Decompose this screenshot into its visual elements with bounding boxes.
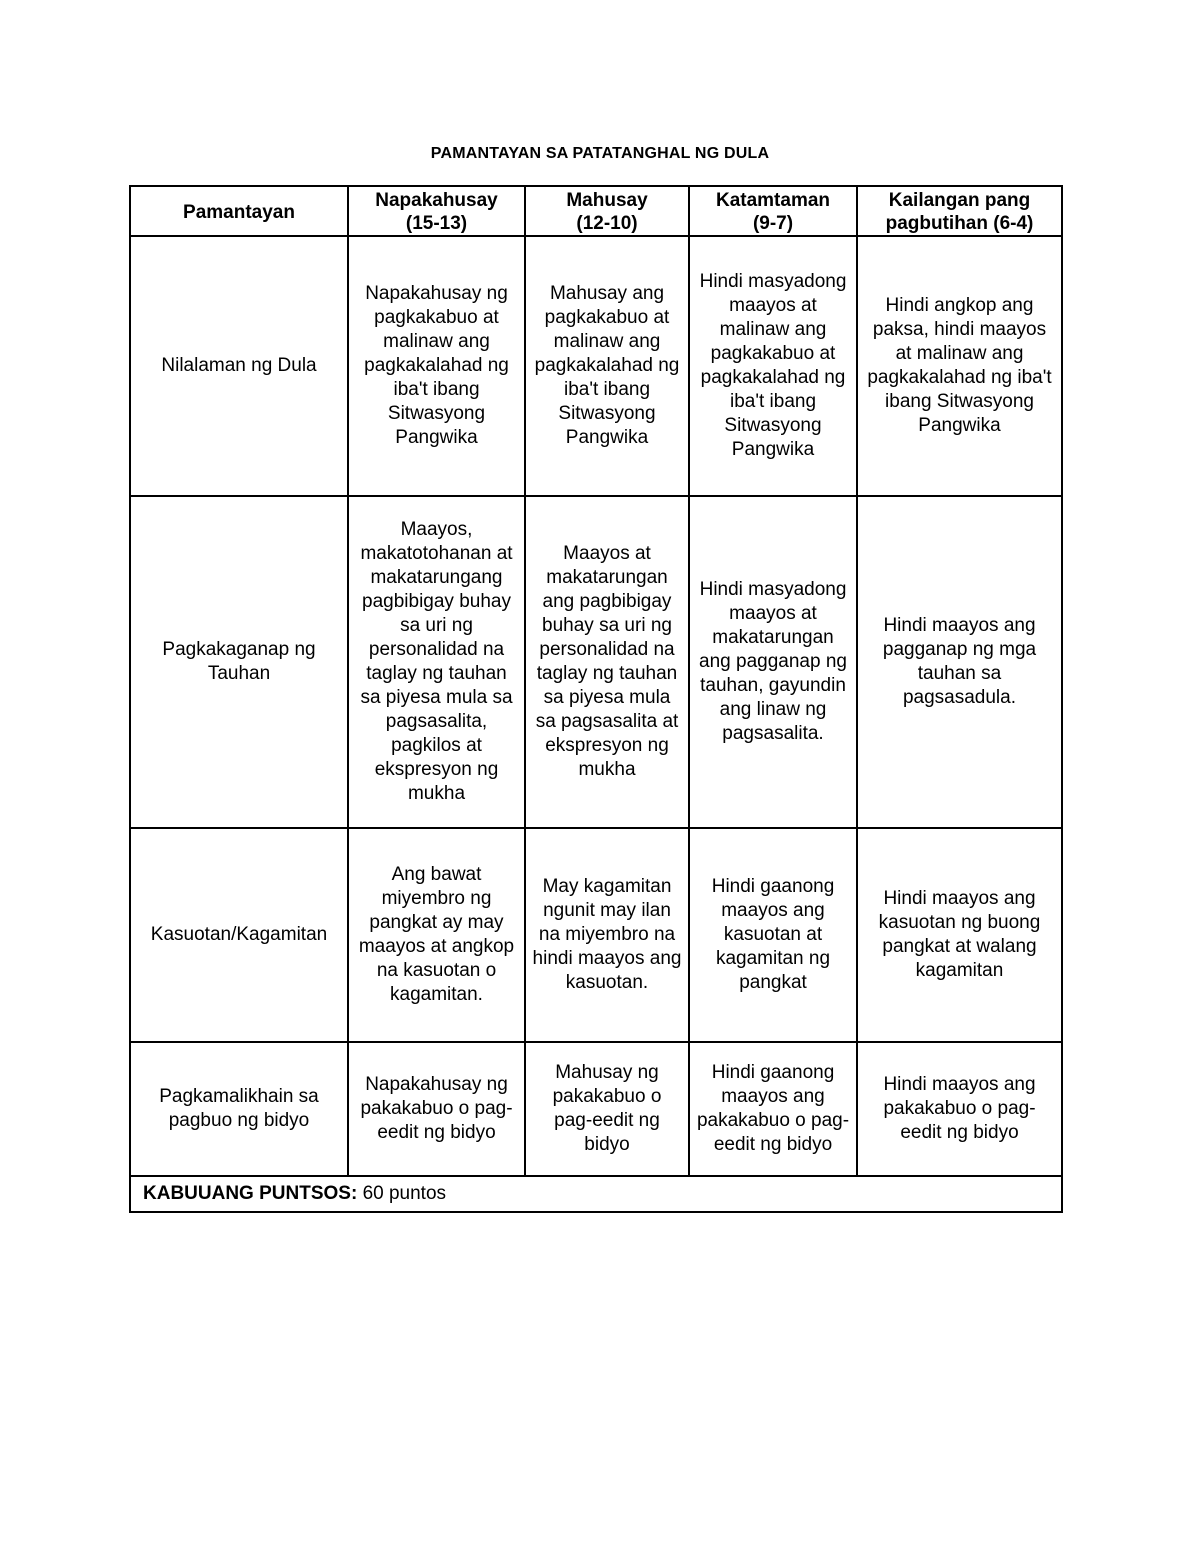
total-cell (130, 1176, 1062, 1212)
level-1-cell: Maayos, makatotohanan at makatarungang pagbibigay buhay sa uri ng personalidad na taglay ng tauhan sa piyesa mula sa pagsasalita, pagkilos at ekspresyon ng mukha (348, 496, 525, 828)
level-3-cell: Hindi gaanong maayos ang pakakabuo o pag-eedit ng bidyo (689, 1042, 857, 1176)
level-4-cell: Hindi maayos ang pagganap ng mga tauhan sa pagsasadula. (857, 496, 1062, 828)
header-level-1 (348, 186, 525, 236)
header-level-1-name: Napakahusay (375, 190, 498, 211)
header-level-3-name: Katamtaman (715, 190, 831, 211)
header-level-4 (857, 186, 1062, 236)
table-row (130, 1042, 1062, 1176)
level-1-cell: Napakahusay ng pakakabuo o pag-eedit ng bidyo (348, 1042, 525, 1176)
criterion-cell: Nilalaman ng Dula (130, 236, 348, 496)
header-level-3-range: (9-7) (752, 213, 794, 234)
rubric-table (129, 185, 1063, 1213)
header-level-2 (525, 186, 689, 236)
level-1-cell: Ang bawat miyembro ng pangkat ay may maayos at angkop na kasuotan o kagamitan. (348, 828, 525, 1042)
table-header-row (130, 186, 1062, 236)
level-4-cell: Hindi angkop ang paksa, hindi maayos at malinaw ang pagkakalahad ng iba't ibang Sitwasyong Pangwika (857, 236, 1062, 496)
level-4-cell: Hindi maayos ang kasuotan ng buong pangkat at walang kagamitan (857, 828, 1062, 1042)
header-level-2-name: Mahusay (566, 190, 648, 211)
level-2-cell: Mahusay ang pagkakabuo at malinaw ang pagkakalahad ng iba't ibang Sitwasyong Pangwika (525, 236, 689, 496)
criterion-cell: Kasuotan/Kagamitan (130, 828, 348, 1042)
table-row (130, 828, 1062, 1042)
header-level-1-range: (15-13) (405, 213, 468, 234)
criterion-cell: Pagkakaganap ng Tauhan (130, 496, 348, 828)
criterion-cell: Pagkamalikhain sa pagbuo ng bidyo (130, 1042, 348, 1176)
header-level-2-range: (12-10) (576, 213, 638, 234)
level-2-cell: Maayos at makatarungan ang pagbibigay buhay sa uri ng personalidad na taglay ng tauhan sa piyesa mula sa pagsasalita at ekspresyon ng mukha (525, 496, 689, 828)
table-row (130, 496, 1062, 828)
total-value: 60 puntos (362, 1183, 447, 1204)
header-level-4-name: Kailangan pang (888, 190, 1031, 211)
header-level-3 (689, 186, 857, 236)
table-row (130, 236, 1062, 496)
level-1-cell: Napakahusay ng pagkakabuo at malinaw ang pagkakalahad ng iba't ibang Sitwasyong Pangwika (348, 236, 525, 496)
level-2-cell: Mahusay ng pakakabuo o pag-eedit ng bidyo (525, 1042, 689, 1176)
header-level-4-range: pagbutihan (6-4) (885, 213, 1034, 234)
header-criteria-label: Pamantayan (183, 201, 295, 223)
header-criteria (130, 186, 348, 236)
total-label: KABUUANG PUNTSOS: (143, 1183, 358, 1204)
document-title: PAMANTAYAN SA PATATANGHAL NG DULA (430, 145, 770, 162)
total-row (130, 1176, 1062, 1212)
level-4-cell: Hindi maayos ang pakakabuo o pag-eedit ng bidyo (857, 1042, 1062, 1176)
level-3-cell: Hindi masyadong maayos at malinaw ang pagkakabuo at pagkakalahad ng iba't ibang Sitwasyong Pangwika (689, 236, 857, 496)
level-2-cell: May kagamitan ngunit may ilan na miyembro na hindi maayos ang kasuotan. (525, 828, 689, 1042)
level-3-cell: Hindi gaanong maayos ang kasuotan at kagamitan ng pangkat (689, 828, 857, 1042)
level-3-cell: Hindi masyadong maayos at makatarungan ang pagganap ng tauhan, gayundin ang linaw ng pagsasalita. (689, 496, 857, 828)
